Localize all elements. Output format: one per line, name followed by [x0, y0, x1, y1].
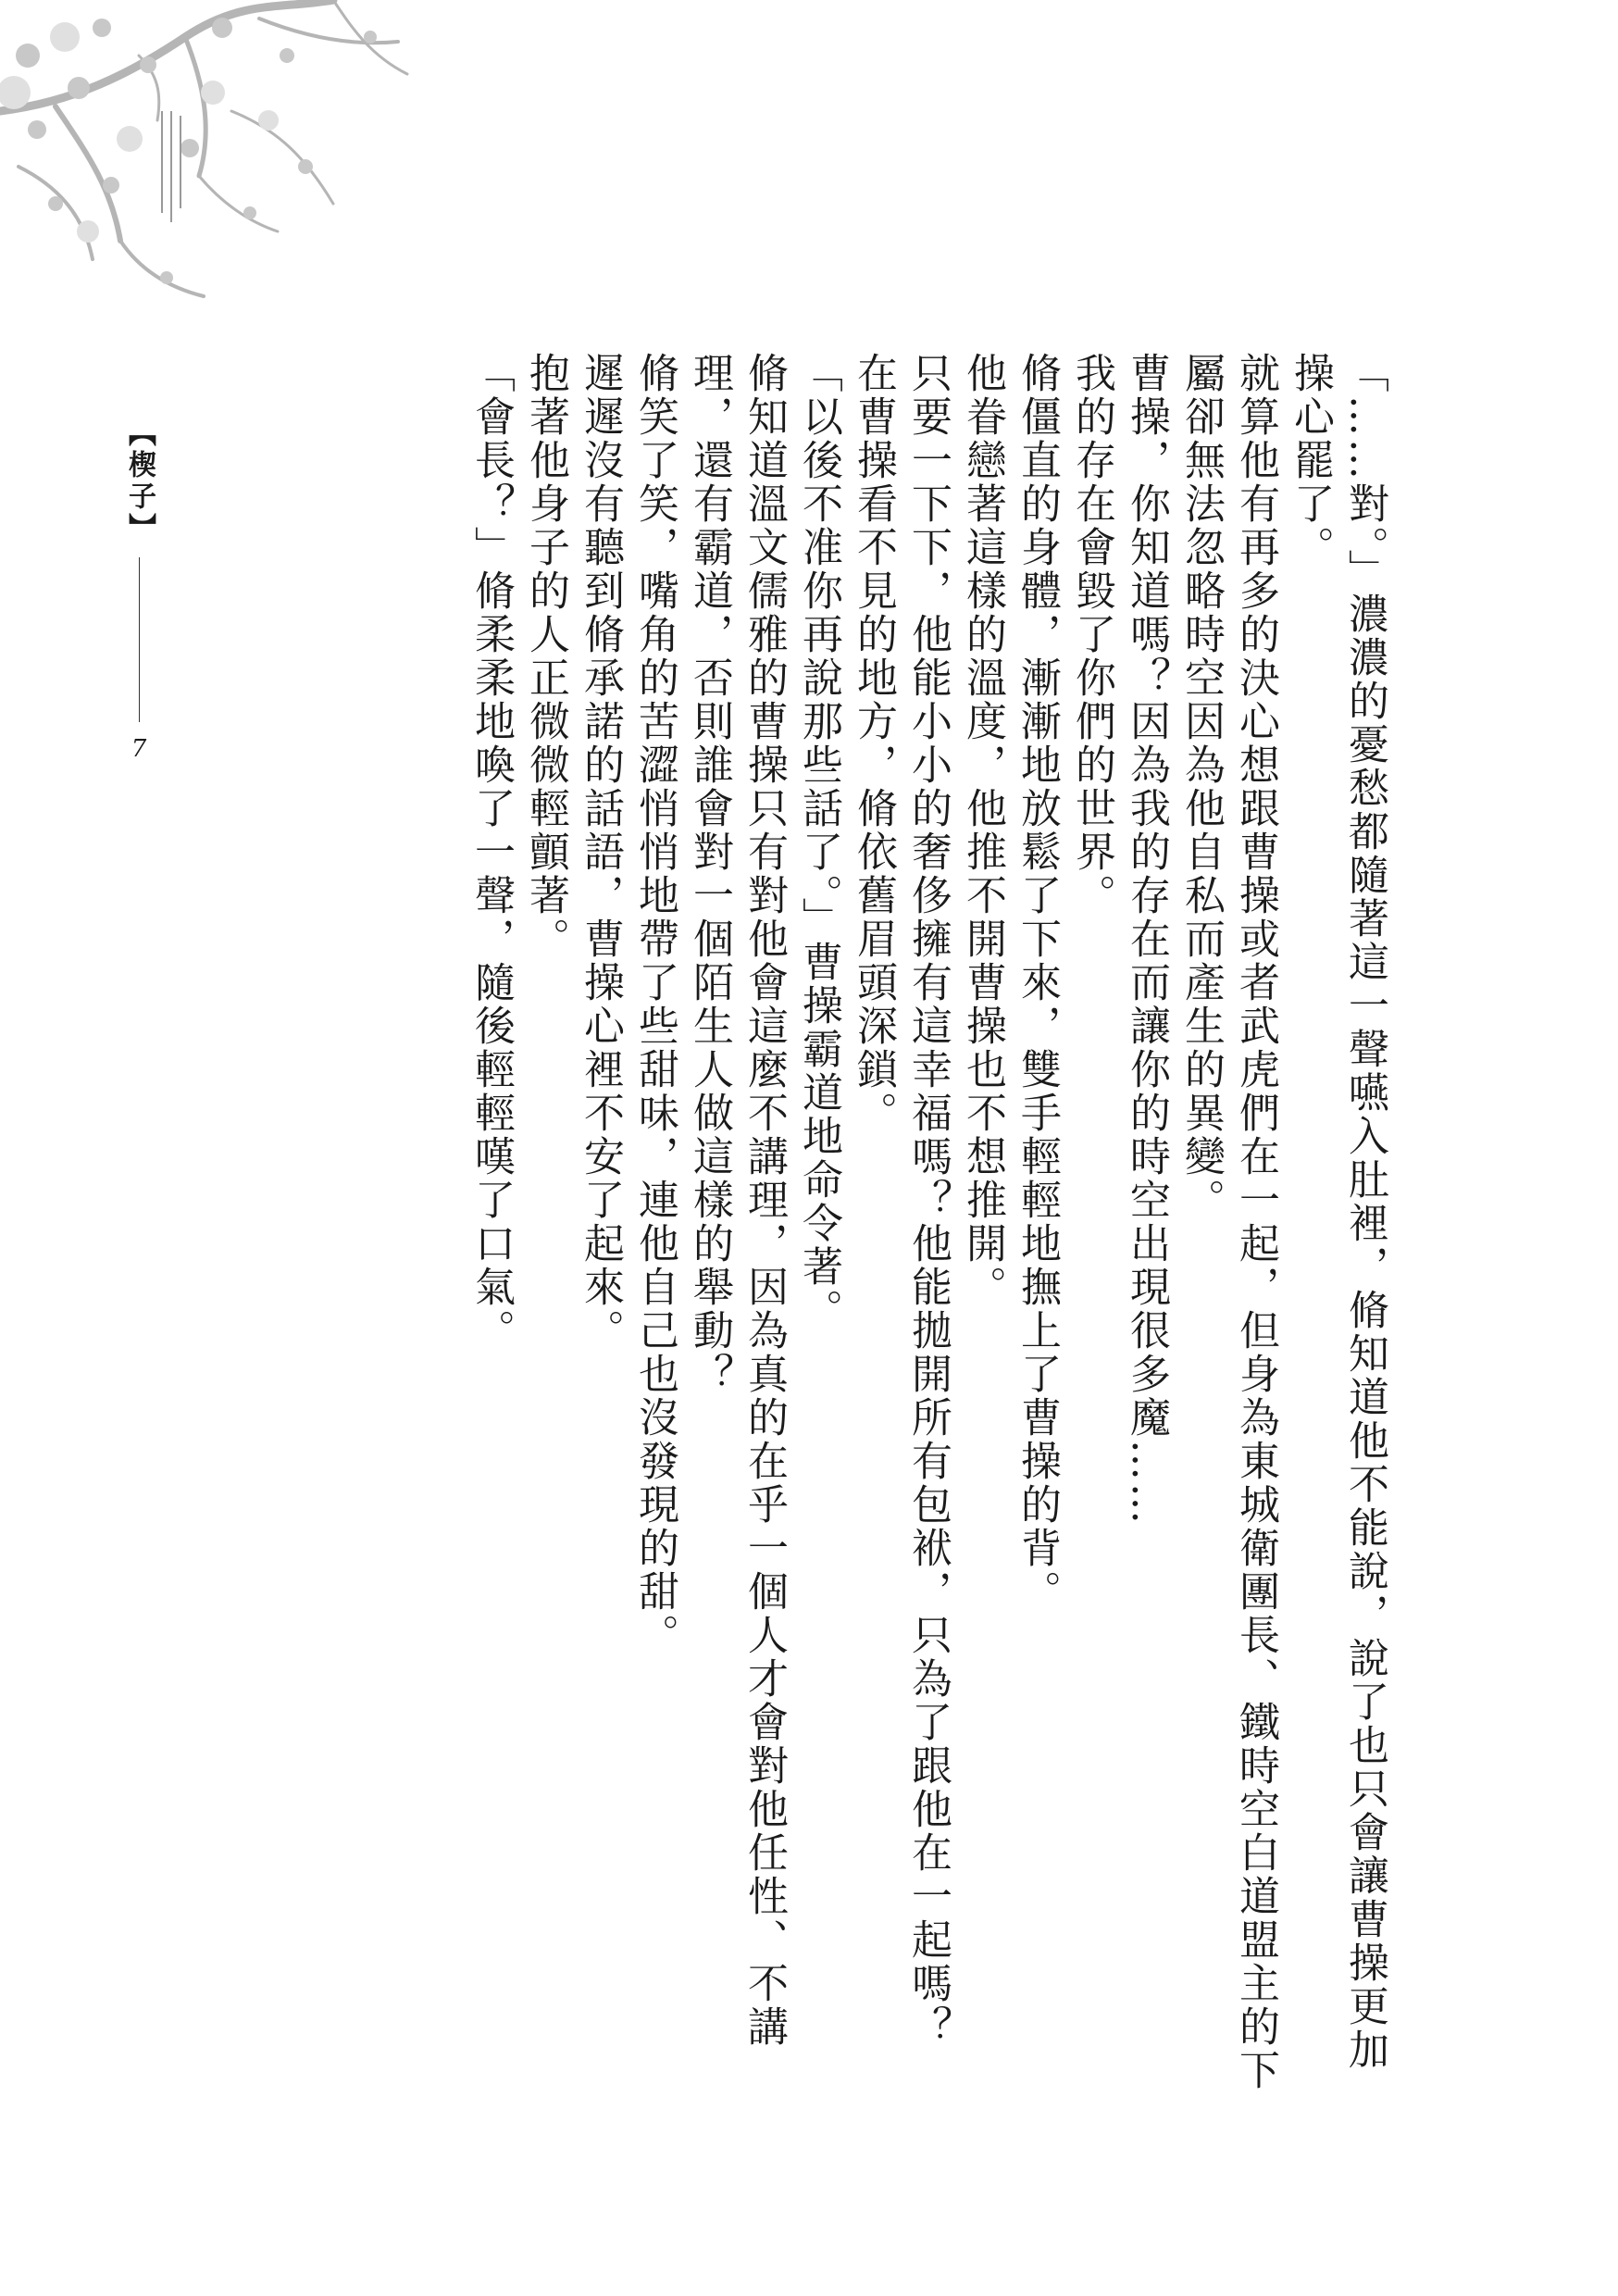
paragraph: 「……對。」濃濃的憂愁都隨著這一聲嚥入肚裡，脩知道他不能說，說了也只會讓曹操更加操心罷了。 [1287, 352, 1388, 2072]
body-text [464, 352, 1392, 2092]
paragraph: 脩笑了笑，嘴角的苦澀悄悄地帶了些甜味，連他自己也沒發現的甜。 [631, 352, 678, 1657]
paragraph: 脩僵直的身體，漸漸地放鬆了下來，雙手輕輕地撫上了曹操的背。 [1014, 352, 1061, 1614]
paragraph: 他眷戀著這樣的溫度，他推不開曹操也不想推開。 [959, 352, 1006, 1309]
paragraph: 「以後不准你再說那些話了。」曹操霸道地命令著。 [795, 352, 842, 1332]
paragraph: 抱著他身子的人正微微輕顫著。 [522, 352, 569, 961]
paragraph: 在曹操看不見的地方，脩依舊眉頭深鎖。 [850, 352, 897, 1135]
branch-illustration [0, 0, 574, 333]
paragraph: 只要一下下，他能小小的奢侈擁有這幸福嗎？他能拋開所有包袱，只為了跟他在一起嗎？ [904, 352, 952, 2049]
running-header [118, 418, 159, 763]
header-rule [139, 557, 140, 722]
page-number: 7 [131, 735, 147, 763]
paragraph: 脩知道溫文儒雅的曹操只有對他會這麼不講理，因為真的在乎一個人才會對他任性、不講理，還有霸道，否則誰會對一個陌生人做這樣的舉動？ [686, 352, 788, 2049]
paragraph: 遲遲沒有聽到脩承諾的話語，曹操心裡不安了起來。 [577, 352, 624, 1353]
paragraph: 就算他有再多的決心想跟曹操或者武虎們在一起，但身為東城衛團長、鐵時空白道盟主的下屬卻無法忽略時空因為他自私而產生的異變。 [1177, 352, 1279, 2092]
paragraph: 「會長？」脩柔柔地喚了一聲，隨後輕輕嘆了口氣。 [467, 352, 515, 1353]
paragraph: 曹操，你知道嗎？因為我的存在而讓你的時空出現很多魔…… [1123, 352, 1170, 1527]
paragraph: 我的存在會毀了你們的世界。 [1068, 352, 1115, 917]
chapter-label: 【楔子】 [123, 418, 156, 544]
